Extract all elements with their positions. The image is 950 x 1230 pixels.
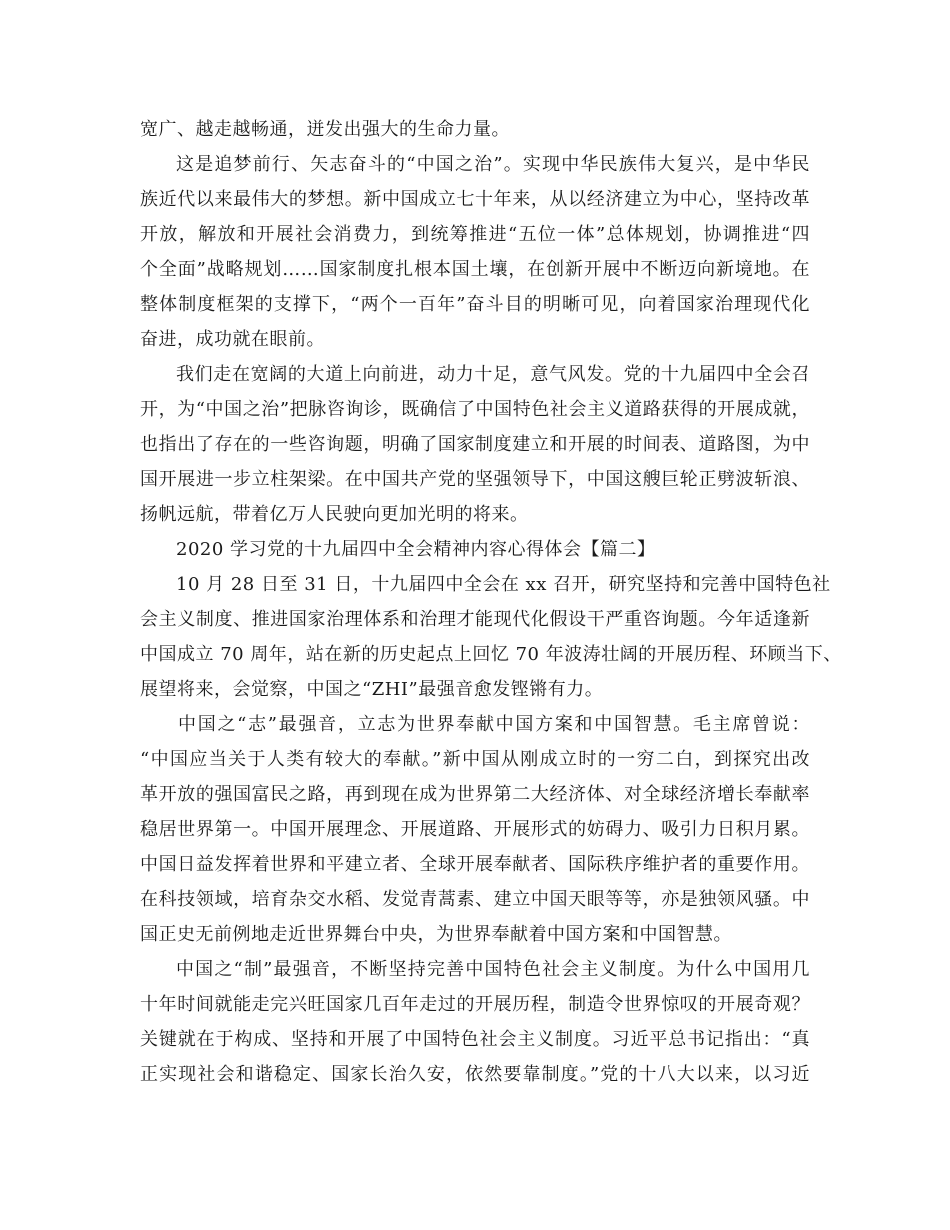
text-line: 关键就在于构成、坚持和开展了中国特色社会主义制度。习近平总书记指出：“真 [140, 1029, 810, 1050]
text-line: 整体制度框架的支撑下，“两个一百年”奋斗目的明晰可见，向着国家治理现代化 [140, 294, 810, 315]
text-line: 正实现社会和谐稳定、国家长治久安，依然要靠制度。”党的十八大以来，以习近 [140, 1064, 810, 1085]
text-line: 国开展进一步立柱架梁。在中国共产党的坚强领导下，中国这艘巨轮正劈波斩浪、 [140, 469, 810, 490]
text-line: 中国日益发挥着世界和平建立者、全球开展奉献者、国际秩序维护者的重要作用。 [140, 854, 810, 875]
text-line: 革开放的强国富民之路，再到现在成为世界第二大经济体、对全球经济增长奉献率 [140, 784, 810, 805]
text-line: 个全面”战略规划……国家制度扎根本国土壤，在创新开展中不断迈向新境地。在 [140, 259, 810, 280]
text-line: 中国之“志”最强音，立志为世界奉献中国方案和中国智慧。毛主席曾说： [178, 714, 810, 735]
text-line: 也指出了存在的一些咨询题，明确了国家制度建立和开展的时间表、道路图，为中 [140, 434, 810, 455]
text-line: 会主义制度、推进国家治理体系和治理才能现代化假设干严重咨询题。今年适逢新 [140, 609, 810, 630]
section-heading: 2020 学习党的十九届四中全会精神内容心得体会【篇二】 [176, 539, 656, 560]
text-line: 中国之“制”最强音，不断坚持完善中国特色社会主义制度。为什么中国用几 [176, 959, 810, 980]
text-line: 国正史无前例地走近世界舞台中央，为世界奉献着中国方案和中国智慧。 [140, 924, 732, 945]
text-line: 我们走在宽阔的大道上向前进，动力十足，意气风发。党的十九届四中全会召 [176, 364, 810, 385]
text-line: 开放，解放和开展社会消费力，到统筹推进“五位一体”总体规划，协调推进“四 [140, 224, 810, 245]
text-line: 展望将来，会觉察，中国之“ZHI”最强音愈发铿锵有力。 [140, 679, 604, 700]
text-line: 扬帆远航，带着亿万人民驶向更加光明的将来。 [140, 504, 529, 525]
text-line: 族近代以来最伟大的梦想。新中国成立七十年来，从以经济建立为中心，坚持改革 [140, 189, 810, 210]
text-line: 稳居世界第一。中国开展理念、开展道路、开展形式的妨碍力、吸引力日积月累。 [140, 819, 810, 840]
text-line: 开，为“中国之治”把脉咨询诊，既确信了中国特色社会主义道路获得的开展成就， [140, 399, 810, 420]
text-line: 奋进，成功就在眼前。 [140, 329, 325, 350]
text-line: 中国成立 70 周年，站在新的历史起点上回忆 70 年波涛壮阔的开展历程、环顾当下、 [140, 644, 842, 665]
text-line: “中国应当关于人类有较大的奉献。”新中国从刚成立时的一穷二白，到探究出改 [140, 749, 810, 770]
text-line: 在科技领域，培育杂交水稻、发觉青蒿素、建立中国天眼等等，亦是独领风骚。中 [140, 889, 810, 910]
text-line: 宽广、越走越畅通，迸发出强大的生命力量。 [140, 119, 510, 140]
text-line: 十年时间就能走完兴旺国家几百年走过的开展历程，制造令世界惊叹的开展奇观？ [140, 994, 810, 1015]
text-line: 这是追梦前行、矢志奋斗的“中国之治”。实现中华民族伟大复兴，是中华民 [176, 154, 810, 175]
text-line: 10 月 28 日至 31 日，十九届四中全会在 xx 召开，研究坚持和完善中国特色社 [176, 574, 831, 595]
